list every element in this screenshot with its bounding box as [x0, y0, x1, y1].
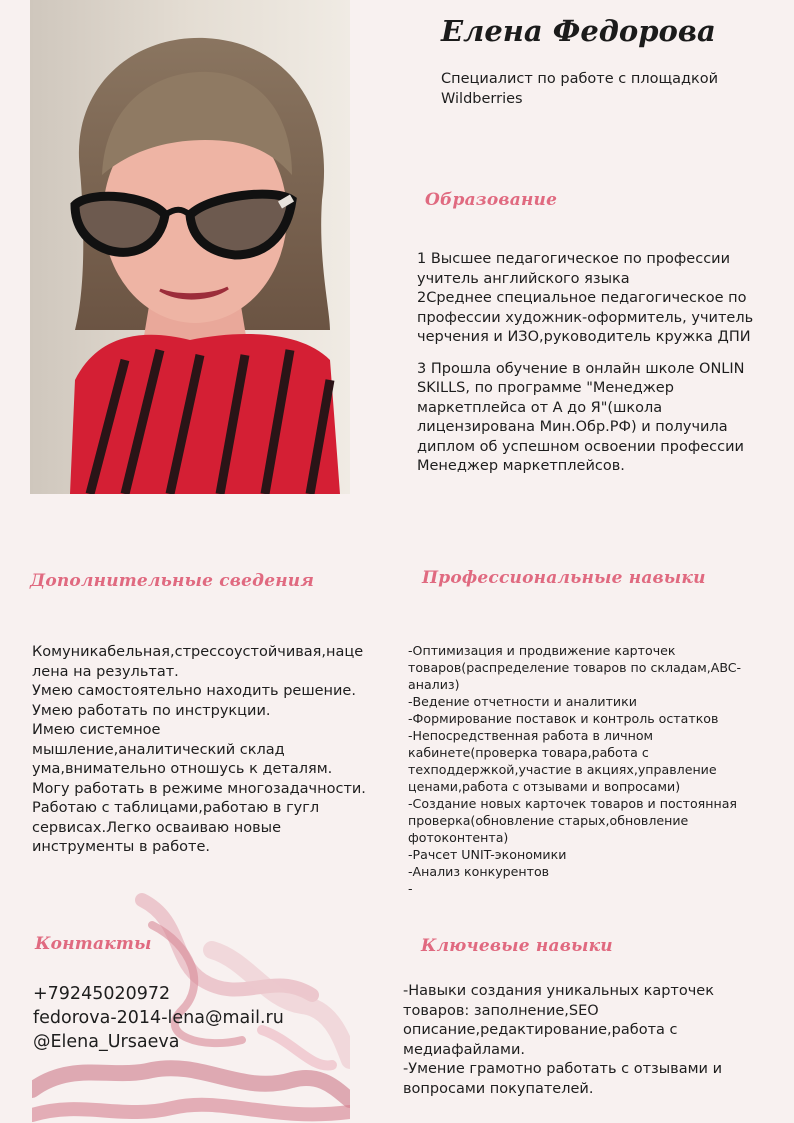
text-line: фотоконтента) [408, 830, 509, 845]
text-line: -Навыки создания уникальных карточек [403, 983, 714, 999]
text-line: 1 Высшее педагогическое по профессии [417, 251, 731, 267]
professional-section [408, 642, 778, 897]
text-line: товаров: заполнение,SEO [403, 1002, 599, 1019]
text-line: сервисах.Легко осваиваю новые [32, 819, 282, 836]
text-line: Имею системное [32, 722, 161, 738]
person-name: Елена Федорова [441, 14, 716, 48]
text-line: техподдержкой,участие в акциях,управление [408, 762, 717, 777]
text-line: маркетплейса от А до Я"(школа [417, 399, 663, 416]
text-line: черчения и ИЗО,руководитель кружка ДПИ [417, 329, 751, 345]
text-line: SKILLS, по программе "Менеджер [417, 380, 674, 396]
text-line: Менеджер маркетплейсов. [417, 458, 625, 474]
key-skills-title: Ключевые навыки [421, 936, 613, 956]
text-line: учитель английского языка [417, 270, 630, 287]
text-line: - [408, 881, 413, 896]
contacts-section [33, 982, 343, 1054]
text-line: -Оптимизация и продвижение карточек [408, 643, 676, 658]
text-line: мышление,аналитический склад [32, 741, 285, 758]
social-handle-link[interactable]: @Elena_Ursaeva [33, 1032, 180, 1052]
text-line: Могу работать в режиме многозадачности. [32, 780, 366, 797]
contacts-title: Контакты [35, 934, 152, 954]
additional-section [32, 643, 372, 858]
email-link[interactable]: fedorova-2014-lena@mail.ru [33, 1008, 284, 1028]
education-title: Образование [425, 190, 558, 210]
text-line: -Ведение отчетности и аналитики [408, 694, 637, 709]
job-title: Специалист по работе с площадкой Wildberries [441, 71, 719, 107]
text-line: Умею самостоятельно находить решение. [32, 683, 356, 699]
text-line: медиафайлами. [403, 1041, 526, 1058]
text-line: Умею работать по инструкции. [32, 702, 271, 719]
text-line: ценами,работа с отзывами и вопросами) [408, 779, 681, 794]
text-line: -Рачсет UNIT-экономики [408, 847, 567, 862]
phone-link[interactable]: +79245020972 [33, 984, 171, 1004]
text-line: инструменты в работе. [32, 839, 210, 855]
text-line: Комуникабельная,стрессоустойчивая,наце [32, 644, 364, 660]
text-line: -Непосредственная работа в личном [408, 728, 654, 743]
text-line: проверка(обновление старых,обновление [408, 813, 689, 828]
education-paragraph-2 [417, 360, 757, 477]
additional-title: Дополнительные сведения [30, 571, 315, 591]
text-line: Работаю с таблицами,работаю в гугл [32, 800, 320, 816]
text-line: 3 Прошла обучение в онлайн школе ONLIN [417, 360, 745, 377]
professional-title: Профессиональные навыки [422, 568, 706, 588]
text-line: анализ) [408, 677, 460, 692]
education-paragraph-1 [417, 250, 757, 348]
text-line: диплом об успешном освоении профессии [417, 438, 744, 455]
text-line: описание,редактирование,работа с [403, 1022, 678, 1038]
profile-photo [30, 0, 350, 494]
text-line: ума,внимательно отношусь к деталям. [32, 761, 333, 777]
key-skills-section [403, 982, 733, 1099]
text-line: лена на результат. [32, 663, 179, 680]
text-line: -Умение грамотно работать с отзывами и [403, 1061, 723, 1077]
text-line: 2Среднее специальное педагогическое по [417, 290, 747, 306]
text-line: кабинете(проверка товара,работа с [408, 745, 649, 760]
text-line: товаров(распределение товаров по складам,ABC- [408, 660, 742, 675]
text-line: -Анализ конкурентов [408, 864, 550, 879]
text-line: -Создание новых карточек товаров и постоянная [408, 796, 737, 811]
text-line: профессии художник-оформитель, учитель [417, 309, 754, 326]
text-line: -Формирование поставок и контроль остатков [408, 711, 719, 726]
text-line: лицензирована Мин.Обр.РФ) и получила [417, 419, 728, 435]
text-line: вопросами покупателей. [403, 1080, 594, 1097]
education-section [417, 250, 757, 477]
